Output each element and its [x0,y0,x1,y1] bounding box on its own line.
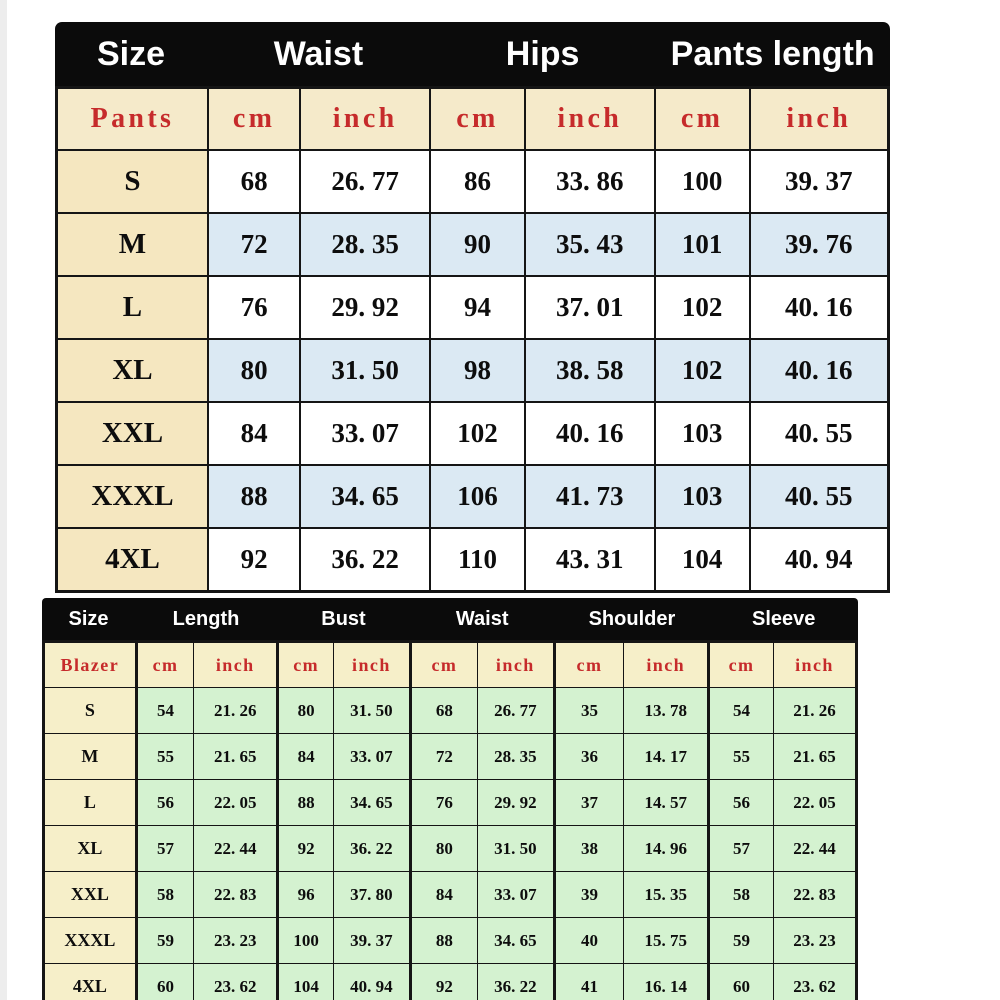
column-group-size: Size [68,607,109,630]
blazer-table-header-row [42,598,858,640]
measurement-value: 38. 58 [525,339,655,402]
measurement-value: 34. 65 [334,780,410,826]
measurement-value: 90 [430,213,525,276]
photo-edge-strip [0,0,7,1000]
measurement-value: 23. 62 [194,964,278,1000]
unit-label: inch [300,88,430,151]
unit-header-row [57,88,889,151]
unit-label: inch [194,642,278,688]
measurement-value: 40 [554,918,624,964]
measurement-value: 36. 22 [300,528,430,592]
size-row-l [44,780,857,826]
measurement-value: 21. 26 [774,688,857,734]
measurement-value: 39. 37 [334,918,410,964]
unit-label: cm [708,642,773,688]
column-group-hips: Hips [505,34,580,73]
measurement-value: 60 [136,964,194,1000]
measurement-value: 28. 35 [478,734,554,780]
column-group-waist: Waist [273,34,364,73]
size-label: M [57,213,208,276]
measurement-value: 14. 57 [624,780,709,826]
size-label: XXXL [44,918,137,964]
measurement-value: 22. 83 [774,872,857,918]
size-row-4xl [44,964,857,1000]
measurement-value: 40. 94 [750,528,889,592]
measurement-value: 80 [410,826,477,872]
unit-label: inch [478,642,554,688]
measurement-value: 37. 80 [334,872,410,918]
measurement-value: 110 [430,528,525,592]
size-label: XXXL [57,465,208,528]
unit-label: cm [136,642,194,688]
pants-table-grid [55,86,890,593]
measurement-value: 22. 05 [194,780,278,826]
measurement-value: 92 [410,964,477,1000]
measurement-value: 92 [278,826,334,872]
measurement-value: 104 [278,964,334,1000]
column-group-sleeve: Sleeve [751,607,816,630]
size-label: L [44,780,137,826]
measurement-value: 37 [554,780,624,826]
measurement-value: 104 [655,528,750,592]
measurement-value: 59 [136,918,194,964]
measurement-value: 33. 86 [525,150,655,213]
column-group-size: Size [96,34,165,73]
column-group-shoulder: Shoulder [588,607,676,630]
unit-label: cm [410,642,477,688]
measurement-value: 102 [430,402,525,465]
measurement-value: 68 [410,688,477,734]
unit-header-row [44,642,857,688]
size-label: XL [44,826,137,872]
measurement-value: 55 [708,734,773,780]
measurement-value: 35. 43 [525,213,655,276]
measurement-value: 56 [708,780,773,826]
measurement-value: 29. 92 [300,276,430,339]
measurement-value: 34. 65 [300,465,430,528]
measurement-value: 98 [430,339,525,402]
pants-size-table [55,22,890,593]
measurement-value: 84 [278,734,334,780]
measurement-value: 80 [208,339,300,402]
column-group-waist: Waist [455,607,509,630]
measurement-value: 86 [430,150,525,213]
measurement-value: 101 [655,213,750,276]
size-row-xxl [44,872,857,918]
measurement-value: 76 [410,780,477,826]
measurement-value: 41. 73 [525,465,655,528]
column-group-bust: Bust [321,607,366,630]
measurement-value: 34. 65 [478,918,554,964]
measurement-value: 92 [208,528,300,592]
unit-label: cm [208,88,300,151]
unit-label: inch [774,642,857,688]
measurement-value: 39. 37 [750,150,889,213]
measurement-value: 72 [208,213,300,276]
measurement-value: 21. 65 [194,734,278,780]
measurement-value: 33. 07 [334,734,410,780]
measurement-value: 14. 96 [624,826,709,872]
measurement-value: 26. 77 [300,150,430,213]
measurement-value: 40. 16 [525,402,655,465]
measurement-value: 102 [655,276,750,339]
measurement-value: 22. 05 [774,780,857,826]
measurement-value: 40. 55 [750,402,889,465]
measurement-value: 13. 78 [624,688,709,734]
measurement-value: 100 [655,150,750,213]
size-row-xxxl [44,918,857,964]
measurement-value: 84 [410,872,477,918]
blazer-table-grid [42,640,858,1000]
measurement-value: 100 [278,918,334,964]
measurement-value: 58 [136,872,194,918]
size-row-4xl [57,528,889,592]
measurement-value: 76 [208,276,300,339]
measurement-value: 72 [410,734,477,780]
measurement-value: 54 [708,688,773,734]
garment-type-label: Pants [57,88,208,151]
measurement-value: 102 [655,339,750,402]
measurement-value: 103 [655,402,750,465]
measurement-value: 36 [554,734,624,780]
measurement-value: 55 [136,734,194,780]
unit-label: inch [334,642,410,688]
size-row-m [44,734,857,780]
blazer-size-table [42,598,858,1000]
unit-label: cm [430,88,525,151]
unit-label: cm [655,88,750,151]
measurement-value: 23. 62 [774,964,857,1000]
measurement-value: 39 [554,872,624,918]
size-label: XL [57,339,208,402]
measurement-value: 88 [278,780,334,826]
size-label: XXL [57,402,208,465]
measurement-value: 40. 16 [750,276,889,339]
measurement-value: 54 [136,688,194,734]
measurement-value: 23. 23 [194,918,278,964]
measurement-value: 31. 50 [300,339,430,402]
measurement-value: 39. 76 [750,213,889,276]
measurement-value: 15. 35 [624,872,709,918]
measurement-value: 94 [430,276,525,339]
pants-table-header-row [55,22,890,86]
measurement-value: 31. 50 [334,688,410,734]
measurement-value: 38 [554,826,624,872]
size-row-l [57,276,889,339]
measurement-value: 40. 94 [334,964,410,1000]
measurement-value: 88 [410,918,477,964]
size-row-xxxl [57,465,889,528]
garment-type-label: Blazer [44,642,137,688]
measurement-value: 22. 83 [194,872,278,918]
measurement-value: 40. 16 [750,339,889,402]
measurement-value: 31. 50 [478,826,554,872]
measurement-value: 103 [655,465,750,528]
measurement-value: 59 [708,918,773,964]
measurement-value: 28. 35 [300,213,430,276]
measurement-value: 96 [278,872,334,918]
measurement-value: 68 [208,150,300,213]
measurement-value: 26. 77 [478,688,554,734]
measurement-value: 57 [136,826,194,872]
measurement-value: 33. 07 [478,872,554,918]
measurement-value: 23. 23 [774,918,857,964]
size-label: M [44,734,137,780]
unit-label: inch [750,88,889,151]
measurement-value: 88 [208,465,300,528]
measurement-value: 58 [708,872,773,918]
unit-label: inch [525,88,655,151]
measurement-value: 56 [136,780,194,826]
size-label: S [44,688,137,734]
size-row-s [44,688,857,734]
measurement-value: 57 [708,826,773,872]
unit-label: inch [624,642,709,688]
measurement-value: 35 [554,688,624,734]
measurement-value: 60 [708,964,773,1000]
unit-label: cm [278,642,334,688]
measurement-value: 16. 14 [624,964,709,1000]
measurement-value: 22. 44 [194,826,278,872]
size-label: S [57,150,208,213]
measurement-value: 15. 75 [624,918,709,964]
measurement-value: 29. 92 [478,780,554,826]
size-label: XXL [44,872,137,918]
measurement-value: 84 [208,402,300,465]
measurement-value: 33. 07 [300,402,430,465]
size-label: 4XL [44,964,137,1000]
size-row-m [57,213,889,276]
size-row-xxl [57,402,889,465]
unit-label: cm [554,642,624,688]
measurement-value: 14. 17 [624,734,709,780]
measurement-value: 36. 22 [334,826,410,872]
measurement-value: 40. 55 [750,465,889,528]
column-group-pants-length: Pants length [670,34,875,73]
measurement-value: 36. 22 [478,964,554,1000]
column-group-length: Length [172,607,240,630]
measurement-value: 22. 44 [774,826,857,872]
measurement-value: 37. 01 [525,276,655,339]
measurement-value: 21. 65 [774,734,857,780]
size-label: 4XL [57,528,208,592]
size-label: L [57,276,208,339]
measurement-value: 80 [278,688,334,734]
measurement-value: 41 [554,964,624,1000]
measurement-value: 21. 26 [194,688,278,734]
size-row-s [57,150,889,213]
measurement-value: 106 [430,465,525,528]
measurement-value: 43. 31 [525,528,655,592]
size-row-xl [44,826,857,872]
size-row-xl [57,339,889,402]
